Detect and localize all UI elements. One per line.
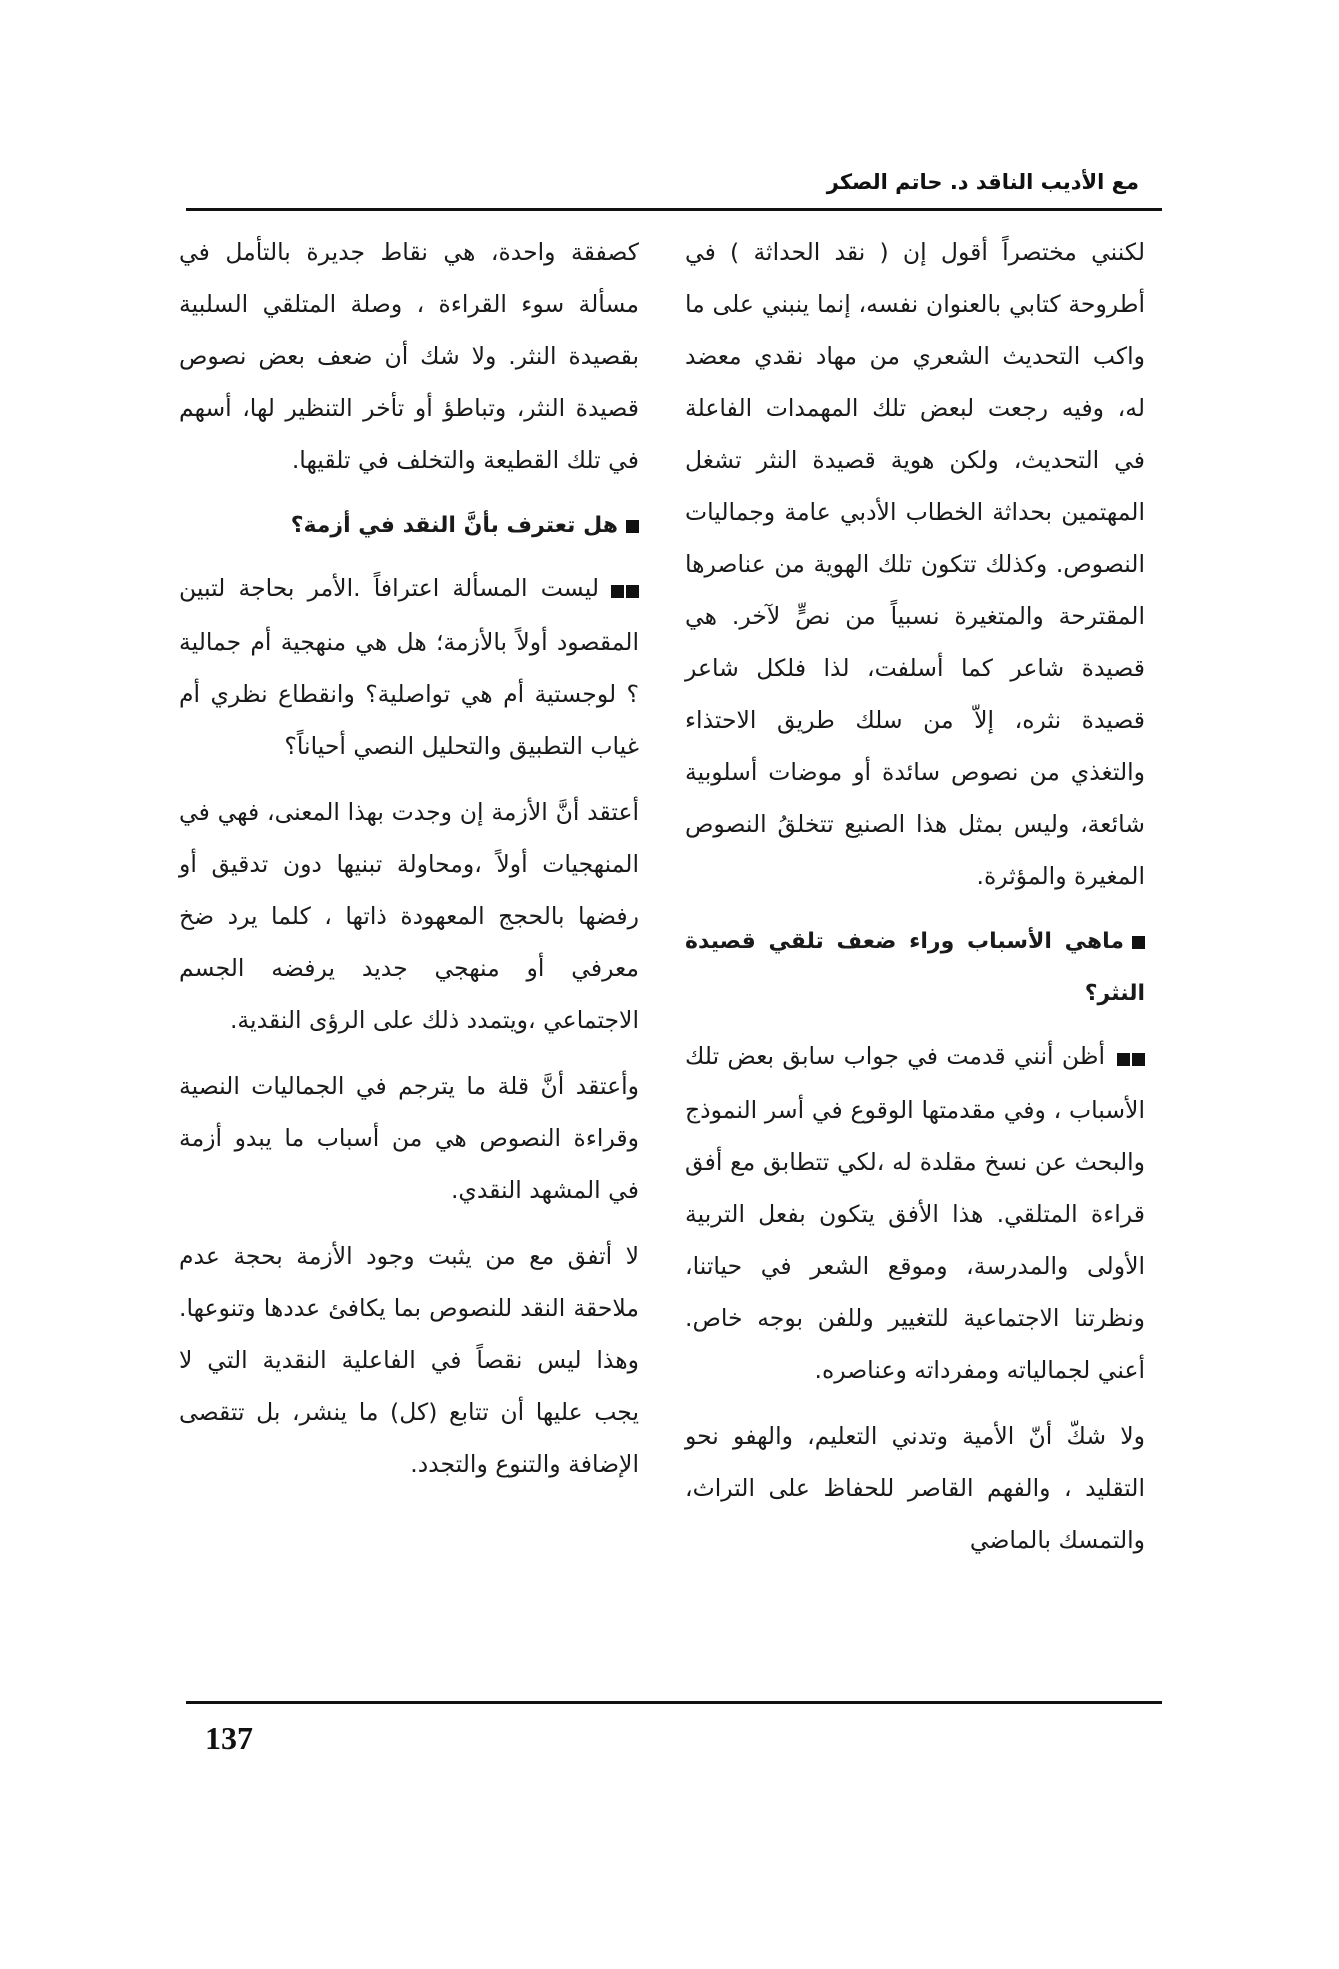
double-square-bullet-icon <box>1115 1032 1145 1084</box>
right-column <box>685 226 1145 1580</box>
answer-paragraph <box>179 562 639 772</box>
header-divider <box>186 208 1162 211</box>
footer-divider <box>186 1701 1162 1704</box>
square-bullet-icon <box>626 520 639 533</box>
answer-paragraph <box>685 1030 1145 1396</box>
paragraph: لكنني مختصراً أقول إن ( نقد الحداثة ) في أطروحة كتابي بالعنوان نفسه، إنما ينبني على ما واكب التحديث الشعري من مهاد نقدي معضد له، وفيه رجعت لبعض تلك المهمدات الفاعلة في التحديث، ولكن هوية قصيدة النثر تشغل المهتمين بحداثة الخطاب الأدبي عامة وجماليات النصوص. وكذلك تتكون تلك الهوية من عناصرها المقترحة والمتغيرة نسبياً من نصٍّ لآخر. هي قصيدة شاعر كما أسلفت، لذا فلكل شاعر قصيدة نثره، إلاّ من سلك طريق الاحتذاء والتغذي من نصوص سائدة أو موضات أسلوبية شائعة، وليس بمثل هذا الصنيع تتخلقُ النصوص المغيرة والمؤثرة. <box>685 238 1145 890</box>
left-column <box>179 226 639 1504</box>
paragraph: لا أتفق مع من يثبت وجود الأزمة بحجة عدم ملاحقة النقد للنصوص بما يكافئ عددها وتنوعها. وهذا ليس نقصاً في الفاعلية النقدية التي لا يجب عليها أن تتابع (كل) ما ينشر، بل تتقصى الإضافة والتنوع والتجدد. <box>179 1241 639 1478</box>
page-number: 137 <box>205 1720 253 1756</box>
double-square-bullet-icon <box>609 564 639 616</box>
paragraph: كصفقة واحدة، هي نقاط جديرة بالتأمل في مسألة سوء القراءة ، وصلة المتلقي السلبية بقصيدة النثر. ولا شك أن ضعف بعض نصوص قصيدة النثر، وتباطؤ أو تأخر التنظير لها، أسهم في تلك القطيعة والتخلف في تلقيها. <box>179 238 639 474</box>
question-text: هل تعترف بأنَّ النقد في أزمة؟ <box>290 513 618 538</box>
answer-text: ليست المسألة اعترافاً .الأمر بحاجة لتبين المقصود أولاً بالأزمة؛ هل هي منهجية أم جمالية ؟ لوجستية أم هي تواصلية؟ وانقطاع نظري أم غياب التطبيق والتحليل النصي أحياناً؟ <box>179 574 639 760</box>
question-heading <box>685 916 1145 1020</box>
square-bullet-icon <box>1132 936 1145 949</box>
paragraph: أعتقد أنَّ الأزمة إن وجدت بهذا المعنى، فهي في المنهجيات أولاً ،ومحاولة تبنيها دون تدقيق أو رفضها بالحجج المعهودة ذاتها ، كلما يرد ضخ معرفي أو منهجي جديد يرفضه الجسم الاجتماعي ،ويتمدد ذلك على الرؤى النقدية. <box>179 797 639 1034</box>
answer-text: أظن أنني قدمت في جواب سابق بعض تلك الأسباب ، وفي مقدمتها الوقوع في أسر النموذج والبحث عن نسخ مقلدة له ،لكي تتطابق مع أفق قراءة المتلقي. هذا الأفق يتكون بفعل التربية الأولى والمدرسة، وموقع الشعر في حياتنا، ونظرتنا الاجتماعية للتغيير وللفن بوجه خاص. أعني لجمالياته ومفرداته وعناصره. <box>685 1042 1145 1384</box>
running-header: مع الأديب الناقد د. حاتم الصكر <box>826 170 1139 194</box>
question-text: ماهي الأسباب وراء ضعف تلقي قصيدة النثر؟ <box>685 929 1145 1006</box>
paragraph: وأعتقد أنَّ قلة ما يترجم في الجماليات النصية وقراءة النصوص هي من أسباب ما يبدو أزمة في المشهد النقدي. <box>179 1071 639 1204</box>
question-heading <box>179 500 639 552</box>
paragraph: ولا شكّ أنّ الأمية وتدني التعليم، والهفو نحو التقليد ، والفهم القاصر للحفاظ على التراث، والتمسك بالماضي <box>685 1421 1145 1554</box>
